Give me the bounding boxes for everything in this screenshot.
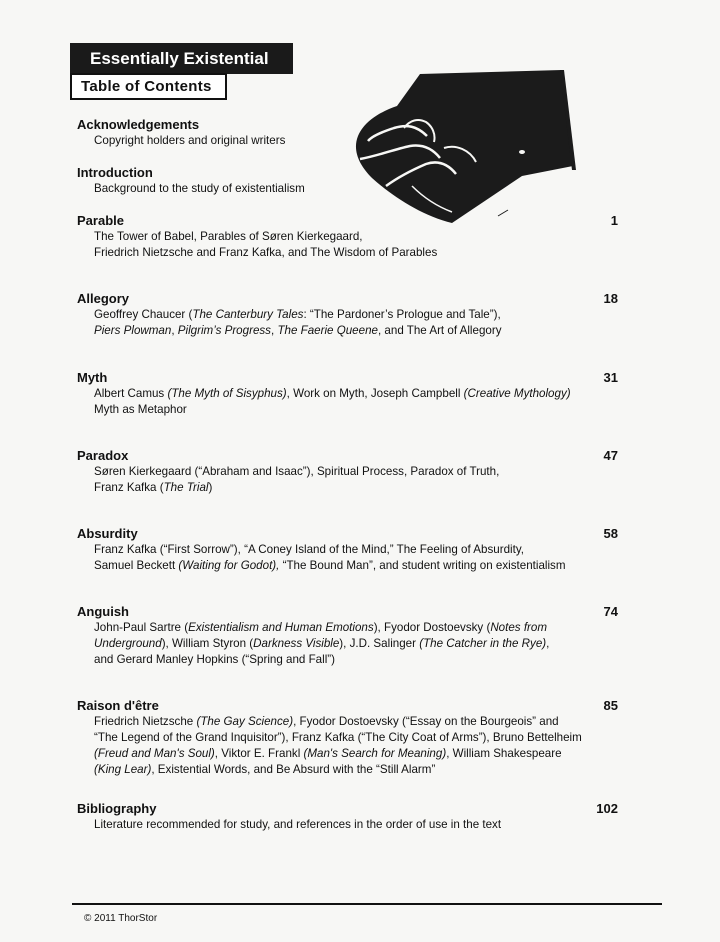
italic-title-text: (The Gay Science) xyxy=(196,715,294,728)
entry-description xyxy=(94,386,622,418)
description-text: , William Shakespeare xyxy=(446,747,562,760)
description-text: Literature recommended for study, and references in the order of use in the text xyxy=(94,818,502,831)
italic-title-text: Underground xyxy=(94,637,162,650)
italic-title-text: (Man's Search for Meaning) xyxy=(303,747,447,760)
description-text: ), Fyodor Dostoevsky ( xyxy=(373,621,491,634)
toc-heading-box xyxy=(70,73,227,100)
description-line xyxy=(94,323,622,339)
entry-description xyxy=(94,229,622,261)
description-text: Samuel Beckett xyxy=(94,559,179,572)
entry-page-number: 74 xyxy=(603,604,618,619)
entry-title: Bibliography xyxy=(77,801,157,816)
description-text: John-Paul Sartre ( xyxy=(94,621,189,634)
toc-entry-absurdity[interactable] xyxy=(77,525,622,574)
description-text: , Fyodor Dostoevsky (“Essay on the Bourgeois” and xyxy=(293,715,559,728)
description-line xyxy=(94,245,622,261)
description-line xyxy=(94,714,622,730)
toc-entry-myth[interactable] xyxy=(77,369,622,418)
entry-page-number: 18 xyxy=(603,291,618,306)
entry-page-number: 58 xyxy=(603,526,618,541)
italic-title-text: The Faerie Queene xyxy=(277,324,378,337)
entry-description xyxy=(94,714,622,778)
toc-entry-raison-detre[interactable] xyxy=(77,697,622,778)
entry-title: Anguish xyxy=(77,604,129,619)
copyright-notice: © 2011 ThorStor xyxy=(84,913,158,924)
description-text: Albert Camus xyxy=(94,387,168,400)
italic-title-text: Darkness Visible xyxy=(253,637,340,650)
description-text: , xyxy=(270,324,278,337)
description-text: “The Legend of the Grand Inquisitor”), Franz Kafka (“The City Coat of Arms”), Bruno Bettelheim xyxy=(94,731,582,744)
toc-entry-acknowledgements[interactable] xyxy=(77,116,622,149)
entry-title: Raison d'être xyxy=(77,698,159,713)
description-text: and Gerard Manley Hopkins (“Spring and Fall”) xyxy=(94,653,335,666)
description-line xyxy=(94,402,622,418)
italic-title-text: Existentialism and Human Emotions xyxy=(188,621,374,634)
entry-description xyxy=(94,181,622,197)
description-line xyxy=(94,386,622,402)
entry-page-number: 1 xyxy=(610,213,618,228)
description-text: Copyright holders and original writers xyxy=(94,134,286,147)
description-line xyxy=(94,542,622,558)
description-text: , Viktor E. Frankl xyxy=(214,747,304,760)
entry-description xyxy=(94,307,622,339)
description-line xyxy=(94,307,622,323)
entry-description xyxy=(94,133,622,149)
entry-description xyxy=(94,817,622,833)
italic-title-text: Notes from xyxy=(490,621,548,634)
entry-description xyxy=(94,464,622,496)
description-text: Søren Kierkegaard (“Abraham and Isaac”), Spiritual Process, Paradox of Truth, xyxy=(94,465,500,478)
toc-entry-paradox[interactable] xyxy=(77,447,622,496)
description-text: , xyxy=(546,637,550,650)
italic-title-text: The Trial xyxy=(163,481,209,494)
description-line xyxy=(94,464,622,480)
description-line xyxy=(94,730,622,746)
italic-title-text: (Creative Mythology) xyxy=(463,387,571,400)
toc-entry-anguish[interactable] xyxy=(77,603,622,668)
italic-title-text: The Canterbury Tales xyxy=(192,308,304,321)
entry-description xyxy=(94,620,622,668)
entry-title: Paradox xyxy=(77,448,129,463)
description-line xyxy=(94,558,622,574)
entry-page-number: 85 xyxy=(603,698,618,713)
description-text: ), William Styron ( xyxy=(161,637,254,650)
entry-title: Acknowledgements xyxy=(77,117,200,132)
entry-page-number: 102 xyxy=(596,801,618,816)
toc-heading: Table of Contents xyxy=(81,78,212,95)
toc-entry-introduction[interactable] xyxy=(77,164,622,197)
entry-page-number: 47 xyxy=(603,448,618,463)
entry-title: Parable xyxy=(77,213,124,228)
entry-title: Allegory xyxy=(77,291,130,306)
footer-divider xyxy=(72,903,662,905)
italic-title-text: (King Lear) xyxy=(94,763,152,776)
description-text: ) xyxy=(208,481,213,494)
italic-title-text: Piers Plowman xyxy=(94,324,172,337)
description-text: Background to the study of existentialism xyxy=(94,182,305,195)
italic-title-text: (The Myth of Sisyphus) xyxy=(167,387,287,400)
description-line xyxy=(94,817,622,833)
italic-title-text: (Freud and Man's Soul) xyxy=(94,747,215,760)
description-text: , xyxy=(171,324,178,337)
book-title: Essentially Existential xyxy=(90,48,269,68)
entry-page-number: 31 xyxy=(603,370,618,385)
description-line xyxy=(94,762,622,778)
description-text: Friedrich Nietzsche and Franz Kafka, and The Wisdom of Parables xyxy=(94,246,438,259)
entry-title: Absurdity xyxy=(77,526,138,541)
description-text: “The Bound Man”, and student writing on existentialism xyxy=(279,559,566,572)
description-text: ), J.D. Salinger xyxy=(339,637,420,650)
description-text: , Existential Words, and Be Absurd with the “Still Alarm” xyxy=(151,763,436,776)
description-text: : “The Pardoner’s Prologue and Tale”), xyxy=(303,308,501,321)
description-text: Geoffrey Chaucer ( xyxy=(94,308,193,321)
toc-entry-allegory[interactable] xyxy=(77,290,622,339)
description-text: Friedrich Nietzsche xyxy=(94,715,197,728)
description-line xyxy=(94,620,622,636)
description-text: , Work on Myth, Joseph Campbell xyxy=(286,387,464,400)
description-line xyxy=(94,636,622,652)
description-text: The Tower of Babel, Parables of Søren Kierkegaard, xyxy=(94,230,363,243)
italic-title-text: (Waiting for Godot), xyxy=(178,559,280,572)
description-text: Franz Kafka ( xyxy=(94,481,164,494)
description-text: Franz Kafka (“First Sorrow”), “A Coney Island of the Mind,” The Feeling of Absurdity, xyxy=(94,543,524,556)
description-line xyxy=(94,229,622,245)
italic-title-text: Pilgrim’s Progress xyxy=(177,324,271,337)
entry-title: Myth xyxy=(77,370,108,385)
description-text: Myth as Metaphor xyxy=(94,403,187,416)
toc-entry-bibliography[interactable] xyxy=(77,800,622,833)
entry-title: Introduction xyxy=(77,165,153,180)
description-line xyxy=(94,746,622,762)
description-line xyxy=(94,181,622,197)
entry-description xyxy=(94,542,622,574)
book-title-banner xyxy=(70,43,293,74)
description-line xyxy=(94,133,622,149)
toc-entry-parable[interactable] xyxy=(77,212,622,261)
italic-title-text: (The Catcher in the Rye) xyxy=(419,637,547,650)
description-line xyxy=(94,652,622,668)
description-line xyxy=(94,480,622,496)
description-text: , and The Art of Allegory xyxy=(377,324,502,337)
